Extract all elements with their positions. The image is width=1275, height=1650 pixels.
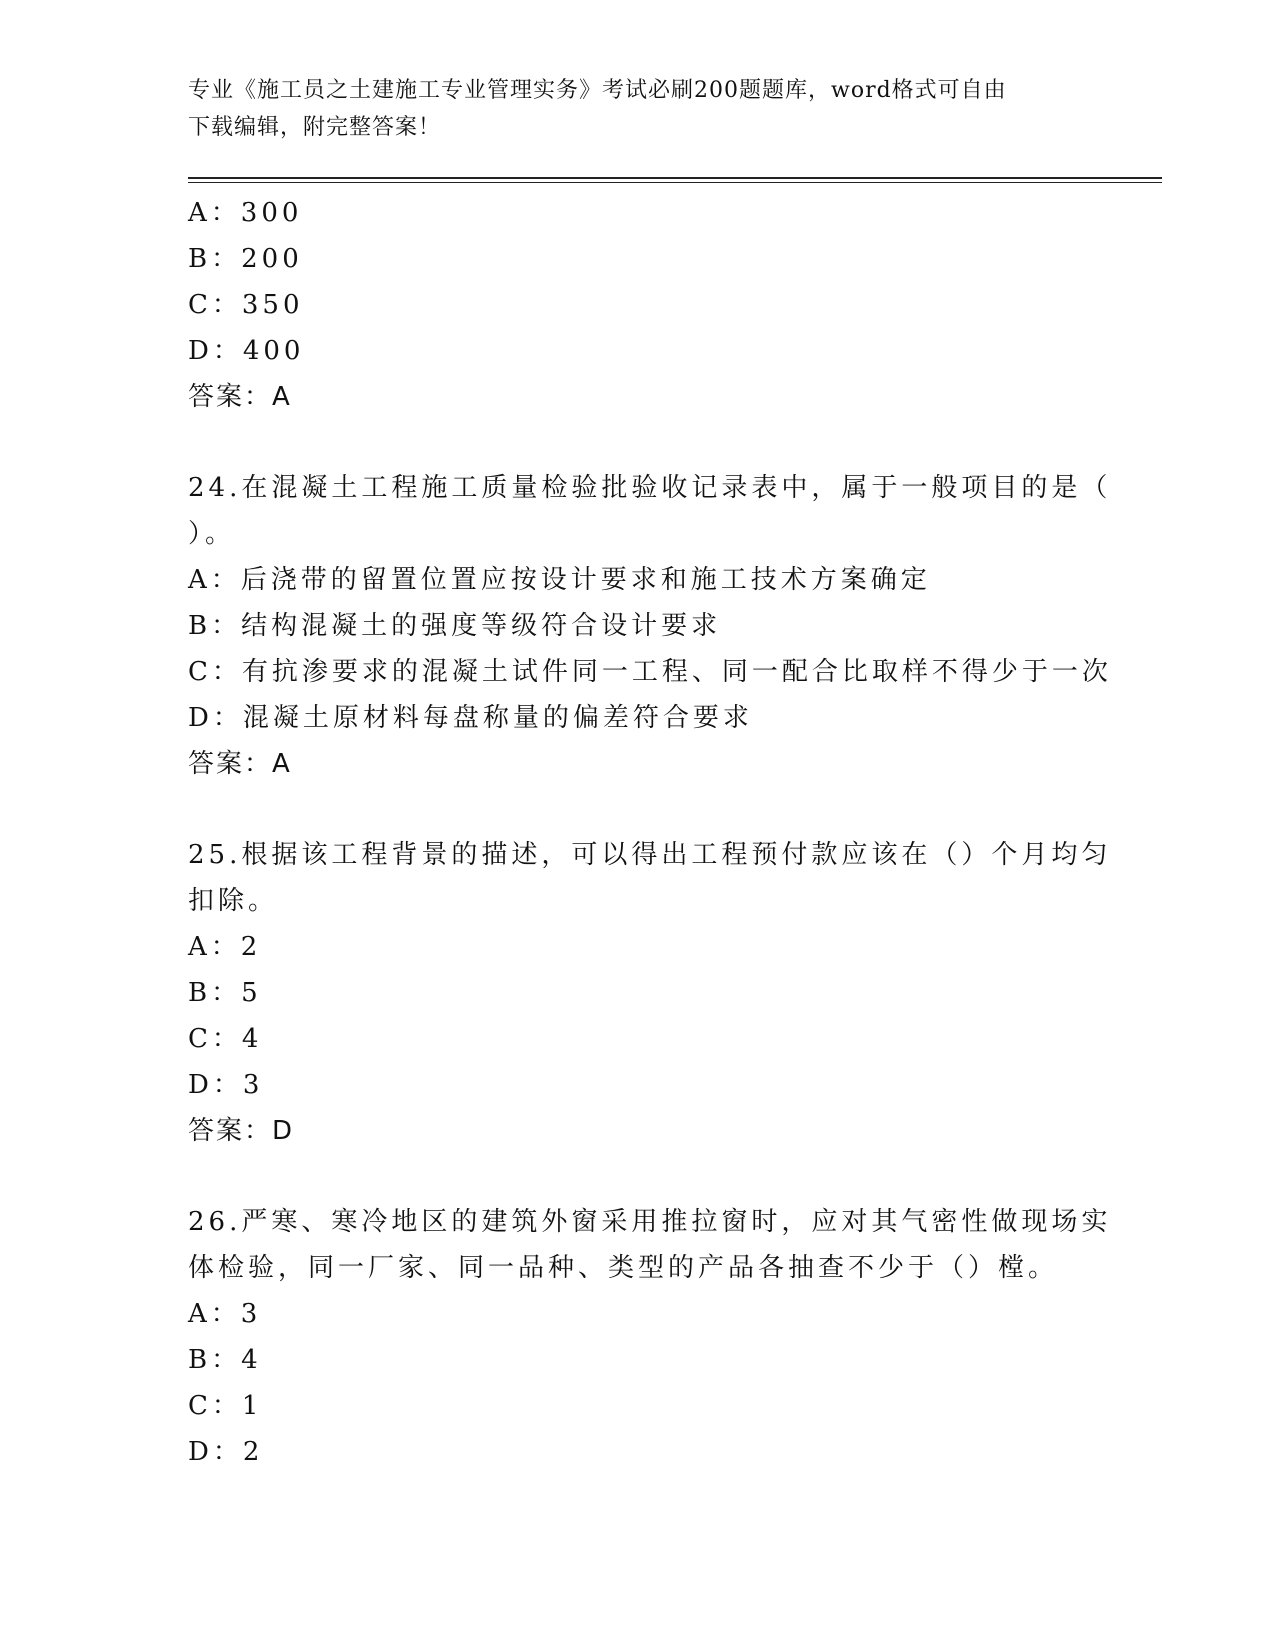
question-stem-line-1: 24.在混凝土工程施工质量检验批验收记录表中，属于一般项目的是（	[188, 473, 1112, 503]
option-b: B：4	[188, 1345, 262, 1375]
option-a: A：300	[188, 198, 303, 228]
option-b: B：5	[188, 978, 262, 1008]
answer-line: 答案：A	[188, 382, 292, 412]
answer-line: 答案：D	[188, 1116, 295, 1146]
header-divider	[188, 177, 1162, 179]
option-b: B：结构混凝土的强度等级符合设计要求	[188, 611, 722, 641]
option-d: D：400	[188, 336, 305, 366]
question-stem-line-2: 扣除。	[188, 886, 279, 916]
option-c: C：350	[188, 290, 304, 320]
option-b: B：200	[188, 244, 303, 274]
option-c: C：1	[188, 1391, 263, 1421]
option-a: A：3	[188, 1299, 262, 1329]
spacer	[188, 1154, 1088, 1199]
question-list	[188, 190, 1112, 1475]
question-24	[188, 465, 1112, 787]
option-a: A：后浇带的留置位置应按设计要求和施工技术方案确定	[188, 565, 931, 595]
question-25	[188, 832, 1112, 1154]
option-c: C：4	[188, 1024, 263, 1054]
option-a: A：2	[188, 932, 262, 962]
option-d: D：混凝土原材料每盘称量的偏差符合要求	[188, 703, 753, 733]
question-26	[188, 1199, 1112, 1475]
document-header	[188, 72, 1068, 146]
question-stem-line-2: 体检验，同一厂家、同一品种、类型的产品各抽查不少于（）樘。	[188, 1253, 1059, 1283]
option-c: C：有抗渗要求的混凝土试件同一工程、同一配合比取样不得少于一次	[188, 657, 1112, 687]
question-stem-line-1: 25.根据该工程背景的描述，可以得出工程预付款应该在（）个月均匀	[188, 840, 1112, 870]
answer-line: 答案：A	[188, 749, 292, 779]
option-d: D：3	[188, 1070, 264, 1100]
header-line-2: 下载编辑，附完整答案！	[188, 115, 442, 140]
header-divider-thin	[188, 182, 1162, 183]
spacer	[188, 787, 1088, 832]
question-stem-line-2: ）。	[188, 519, 236, 549]
question-23	[188, 190, 1088, 420]
option-d: D：2	[188, 1437, 264, 1467]
spacer	[188, 420, 1088, 465]
header-line-1: 专业《施工员之土建施工专业管理实务》考试必刷200题题库，word格式可自由	[188, 78, 1007, 103]
question-stem-line-1: 26.严寒、寒冷地区的建筑外窗采用推拉窗时，应对其气密性做现场实	[188, 1207, 1112, 1237]
